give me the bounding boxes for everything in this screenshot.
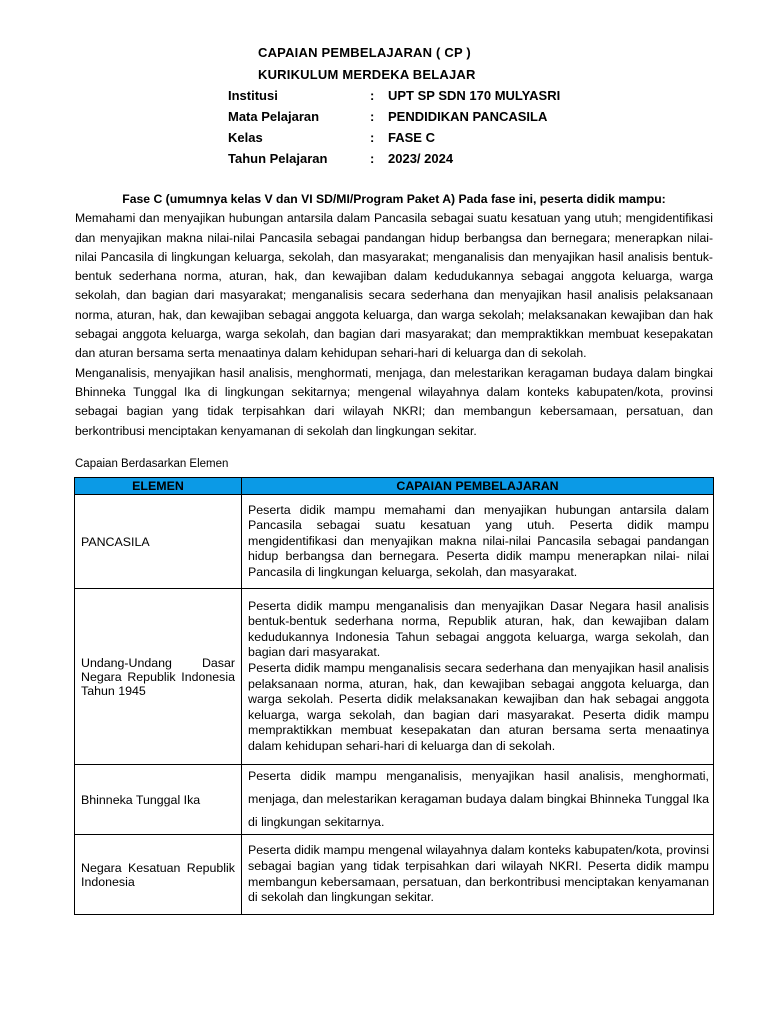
capaian-cell: Peserta didik mampu menganalisis, menyajikan hasil analisis, menghormati, menjaga, dan melestarikan keragaman budaya dalam bingkai Bhinneka Tunggal Ika di lingkungan sekitarnya. [242, 765, 714, 835]
capaian-cell: Peserta didik mampu mengenal wilayahnya dalam konteks kabupaten/kota, provinsi sebagai bagian yang tidak terpisahkan dari wilayah NKRI. Peserta didik mampu membangun kebersamaan, persatuan, dan berkontribusi menciptakan kenyamanan di sekolah dan lingkungan sekitar. [242, 835, 714, 915]
table-header-row [75, 478, 714, 495]
elemen-cell: Bhinneka Tunggal Ika [75, 765, 242, 835]
meta-row-kelas [228, 130, 560, 151]
document-meta [228, 88, 560, 172]
meta-label: Institusi [228, 88, 278, 103]
elemen-cell: Undang-Undang Dasar Negara Republik Indonesia Tahun 1945 [75, 589, 242, 765]
intro-section [75, 190, 713, 441]
table-row [75, 495, 714, 589]
meta-label: Mata Pelajaran [228, 109, 320, 124]
capaian-table [74, 477, 714, 915]
capaian-cell [242, 589, 714, 765]
meta-colon: : [370, 151, 375, 166]
header-capaian: CAPAIAN PEMBELAJARAN [242, 478, 714, 495]
elemen-cell: PANCASILA [75, 495, 242, 589]
meta-colon: : [370, 130, 375, 145]
capaian-paragraph: Peserta didik mampu menganalisis dan menyajikan Dasar Negara hasil analisis bentuk-bentuk sederhana norma, Republik aturan, hak, dan kewajiban dalam kedudukannya Indonesia Tahun sebagai anggota keluarga, warga sekolah, dan bagian dari masyarakat. [248, 598, 709, 660]
meta-colon: : [370, 109, 375, 124]
meta-label: Tahun Pelajaran [228, 151, 328, 166]
intro-paragraph: Menganalisis, menyajikan hasil analisis, menghormati, menjaga, dan melestarikan keragaman budaya dalam bingkai Bhinneka Tunggal Ika di lingkungan sekitarnya; mengenal wilayahnya dalam konteks kabupaten/kota, provinsi sebagai bagian yang tidak terpisahkan dari wilayah NKRI; dan membangun kebersamaan, persatuan, dan berkontribusi menciptakan kenyamanan di sekolah dan lingkungan sekitar. [75, 365, 713, 438]
capaian-cell: Peserta didik mampu memahami dan menyajikan hubungan antarsila dalam Pancasila sebagai suatu kesatuan yang utuh. Peserta didik mampu mengidentifikasi dan menyajikan makna nilai-nilai Pancasila sebagai pandangan hidup berbangsa dan bernegara. Peserta didik mampu menerapkan nilai- nilai Pancasila di lingkungan keluarga, sekolah, dan masyarakat. [242, 495, 714, 589]
table-row [75, 589, 714, 765]
elemen-cell: Negara Kesatuan Republik Indonesia [75, 835, 242, 915]
header-elemen: ELEMEN [75, 478, 242, 495]
document-title: CAPAIAN PEMBELAJARAN ( CP ) [258, 45, 471, 60]
meta-label: Kelas [228, 130, 263, 145]
intro-heading: Fase C (umumnya kelas V dan VI SD/MI/Program Paket A) Pada fase ini, peserta didik mampu: [122, 192, 666, 206]
document-subtitle: KURIKULUM MERDEKA BELAJAR [258, 67, 476, 82]
meta-value: UPT SP SDN 170 MULYASRI [388, 88, 561, 103]
meta-row-institusi [228, 88, 560, 109]
capaian-paragraph: Peserta didik mampu menganalisis secara sederhana dan menyajikan hasil analisis pelaksanaan norma, aturan, hak, dan kewajiban sebagai anggota keluarga, dan warga sekolah. Peserta didik melaksanakan kewajiban dan hak sebagai anggota keluarga, warga sekolah, dan bagian dari masyarakat. Peserta didik mampu mempraktikkan membuat kesepakatan dan aturan bersama serta menaatinya dalam kehidupan sehari-hari di keluarga dan di sekolah. [248, 660, 709, 753]
table-caption: Capaian Berdasarkan Elemen [75, 458, 229, 470]
meta-row-mata-pelajaran [228, 109, 560, 130]
meta-colon: : [370, 88, 375, 103]
table-row [75, 835, 714, 915]
intro-paragraph: Memahami dan menyajikan hubungan antarsila dalam Pancasila sebagai suatu kesatuan yang utuh; mengidentifikasi dan menyajikan makna nilai-nilai Pancasila sebagai pandangan hidup berbangsa dan bernegara; menerapkan nilai-nilai Pancasila di lingkungan keluarga, sekolah, dan masyarakat; menganalisis dan menyajikan hasil analisis bentuk-bentuk sederhana norma, aturan, hak, dan kewajiban dalam kedudukannya sebagai anggota keluarga, warga sekolah, dan bagian dari masyarakat; menganalisis secara sederhana dan menyajikan hasil analisis pelaksanaan norma, aturan, hak, dan kewajiban sebagai anggota keluarga, dan warga sekolah; melaksanakan kewajiban dan hak sebagai anggota keluarga, warga sekolah, dan bagian dari masyarakat; dan mempraktikkan membuat kesepakatan dan aturan bersama serta menaatinya dalam kehidupan sehari-hari di keluarga dan di sekolah. [75, 211, 713, 361]
meta-row-tahun-pelajaran [228, 151, 560, 172]
meta-value: PENDIDIKAN PANCASILA [388, 109, 548, 124]
meta-value: FASE C [388, 130, 435, 145]
meta-value: 2023/ 2024 [388, 151, 454, 166]
table-row [75, 765, 714, 835]
